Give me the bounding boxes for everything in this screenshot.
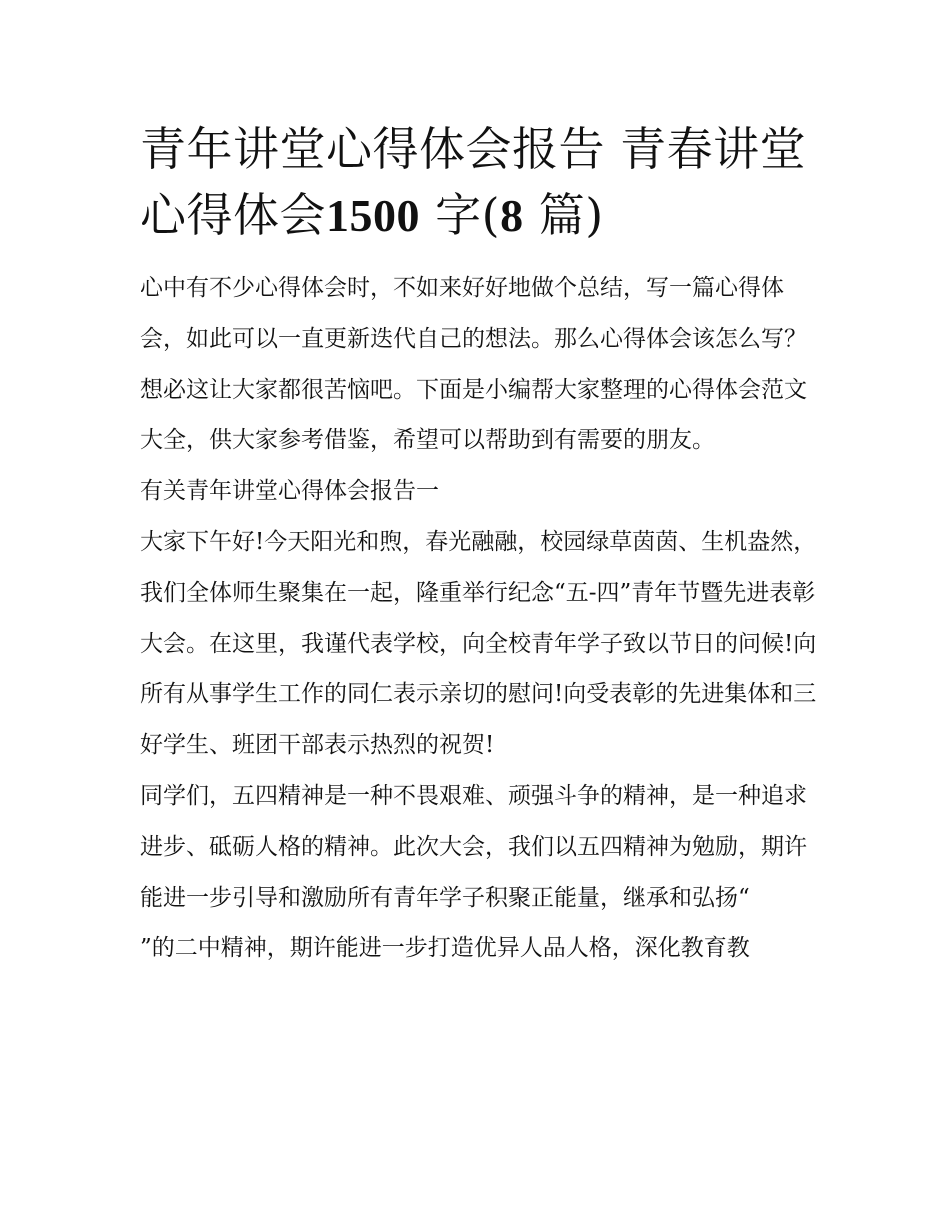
body-paragraph: 同学们，五四精神是一种不畏艰难、顽强斗争的精神，是一种追求进步、砥砺人格的精神。此次大会，我们以五四精神为勉励，期许能进一步引导和激励所有青年学子积聚正能量，继承和弘扬“ — [140, 782, 807, 911]
body-paragraph: 大家下午好!今天阳光和煦，春光融融，校园绿草茵茵、生机盎然，我们全体师生聚集在一起，隆重举行纪念“五-四”青年节暨先进表彰大会。在这里，我谨代表学校，向全校青年学子致以节日的问候!向所有从事学生工作的同仁表示亲切的慰问!向受表彰的先进集体和三好学生、班团干部表示热烈的祝贺! — [140, 528, 817, 759]
title-text: 青年讲堂心得体会报告 青春讲堂心得体会 — [140, 122, 807, 242]
title-suffix: 篇) — [523, 188, 604, 242]
title-word-count: 1500 — [326, 190, 420, 241]
document-content — [140, 116, 820, 974]
title-unit: 字( — [420, 188, 501, 242]
section-heading: 有关青年讲堂心得体会报告一 — [140, 478, 439, 505]
intro-paragraph: 心中有不少心得体会时，不如来好好地做个总结，写一篇心得体会，如此可以一直更新迭代自己的想法。那么心得体会该怎么写？想必这让大家都很苦恼吧。下面是小编帮大家整理的心得体会范文大全，供大家参考借鉴，希望可以帮助到有需要的朋友。 — [140, 275, 807, 454]
body-paragraph: ”的二中精神，期许能进一步打造优异人品人格，深化教育教 — [140, 935, 750, 962]
document-body — [140, 263, 820, 974]
title-article-count: 8 — [500, 190, 524, 241]
document-title — [140, 116, 820, 249]
